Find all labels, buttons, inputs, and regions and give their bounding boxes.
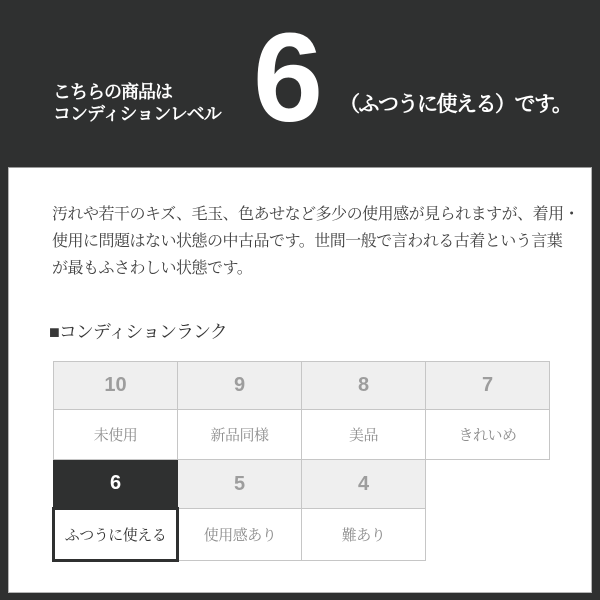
condition-rank-heading: ■コンディションランク [49,322,227,342]
rank-label-blank [426,509,550,561]
rank-cell-5: 5 [178,460,302,509]
rank-cell-6-highlighted: 6 [54,460,178,509]
rank-cell-8: 8 [302,362,426,410]
description-line: 汚れや若干のキズ、毛玉、色あせなど多少の使用感が見られますが、着用・ [52,206,580,223]
rank-number-row-bottom [54,460,550,509]
rank-cell-7: 7 [426,362,550,410]
rank-label-4: 難あり [302,509,426,561]
rank-label-8: 美品 [302,410,426,460]
condition-rank-table [52,361,550,562]
banner-intro-line2: コンディションレベル [53,104,221,124]
condition-level-number: 6 [253,7,324,148]
banner-intro-line1: こちらの商品は [53,82,172,102]
rank-label-7: きれいめ [426,410,550,460]
content-panel [8,167,592,593]
banner-intro-text [53,81,221,125]
rank-label-6-highlighted: ふつうに使える [54,509,178,561]
rank-label-row-bottom [54,509,550,561]
rank-cell-blank [426,460,550,509]
rank-cell-4: 4 [302,460,426,509]
rank-cell-10: 10 [54,362,178,410]
condition-level-suffix: （ふつうに使える）です。 [339,93,572,116]
rank-label-10: 未使用 [54,410,178,460]
condition-description [52,201,580,282]
description-line: 使用に問題はない状態の中古品です。世間一般で言われる古着という言葉 [52,233,563,250]
rank-number-row-top [54,362,550,410]
condition-banner [0,0,600,167]
rank-label-9: 新品同様 [178,410,302,460]
rank-label-5: 使用感あり [178,509,302,561]
rank-label-row-top [54,410,550,460]
rank-cell-9: 9 [178,362,302,410]
description-line: が最もふさわしい状態です。 [52,260,253,277]
